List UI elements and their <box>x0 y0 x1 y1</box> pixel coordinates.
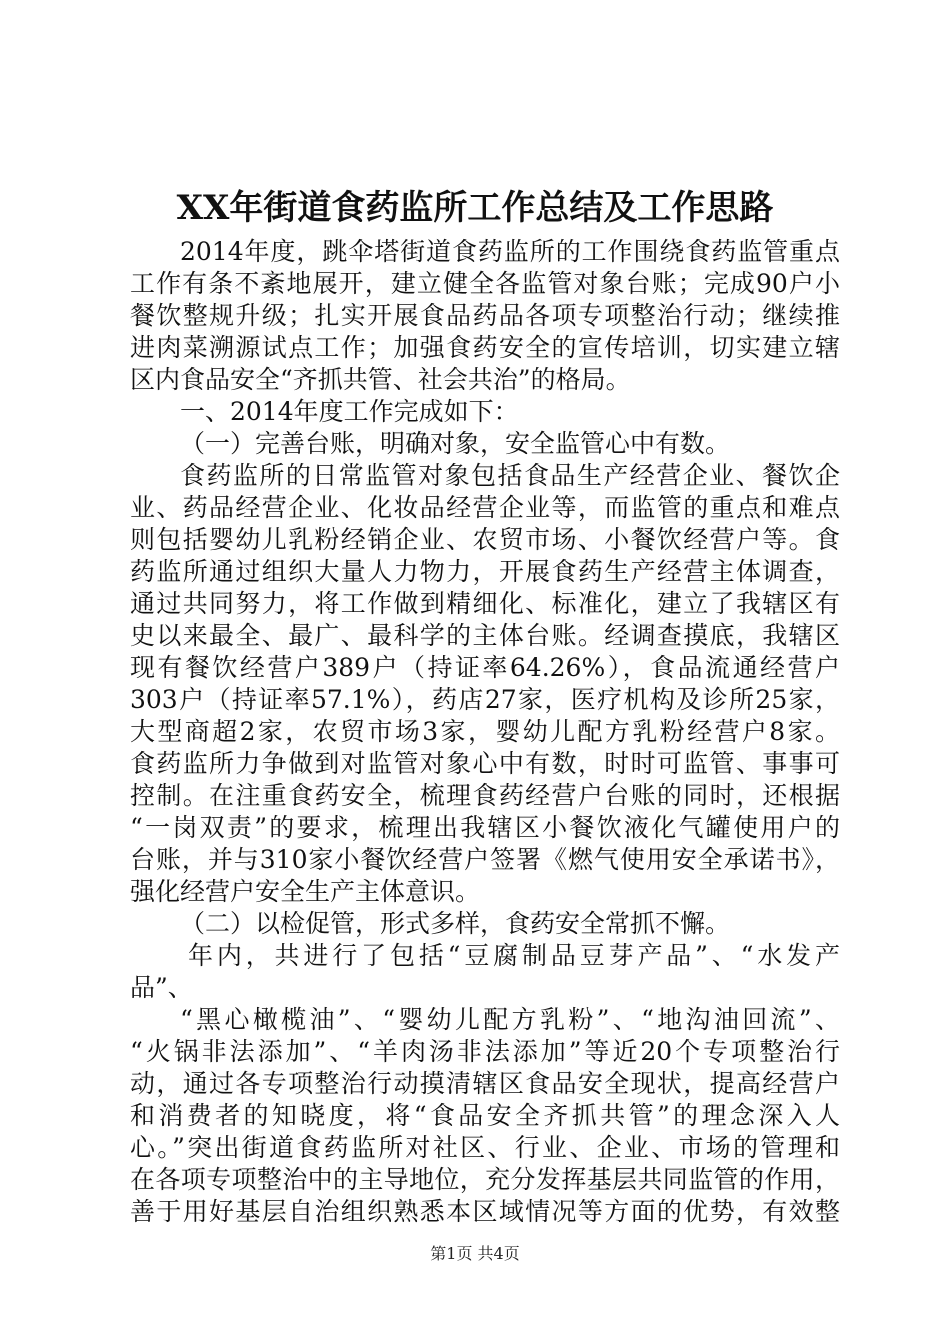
document-body <box>130 236 840 1228</box>
section-heading: 一、2014年度工作完成如下： <box>180 397 519 426</box>
paragraph-line: 台账，并与310家小餐饮经营户签署《燃气使用安全承诺书》， <box>130 845 840 874</box>
paragraph-line: 控制。在注重食药安全，梳理食药经营户台账的同时，还根据 <box>130 781 840 810</box>
document-title: XX年街道食药监所工作总结及工作思路 <box>176 188 774 228</box>
paragraph-line: 则包括婴幼儿乳粉经销企业、农贸市场、小餐饮经营户等。食 <box>130 525 840 554</box>
paragraph-line: 食药监所的日常监管对象包括食品生产经营企业、餐饮企 <box>180 461 840 490</box>
paragraph-line: 史以来最全、最广、最科学的主体台账。经调查摸底，我辖区 <box>130 621 840 650</box>
paragraph-line: 工作有条不紊地展开，建立健全各监管对象台账；完成90户小 <box>130 269 840 298</box>
paragraph-line: 食药监所力争做到对监管对象心中有数，时时可监管、事事可 <box>130 749 840 778</box>
subsection-heading: （二）以检促管，形式多样，食药安全常抓不懈。 <box>180 909 731 938</box>
paragraph-line: 心。”突出街道食药监所对社区、行业、企业、市场的管理和 <box>130 1133 840 1162</box>
paragraph-line: 善于用好基层自治组织熟悉本区域情况等方面的优势，有效整 <box>130 1197 840 1226</box>
paragraph-line: 和消费者的知晓度，将“食品安全齐抓共管”的理念深入人 <box>130 1101 840 1130</box>
paragraph-line: 303户（持证率57.1%），药店27家，医疗机构及诊所25家， <box>130 685 840 714</box>
paragraph-line: 通过共同努力，将工作做到精细化、标准化，建立了我辖区有 <box>130 589 840 618</box>
paragraph-line: “火锅非法添加”、“羊肉汤非法添加”等近20个专项整治行 <box>130 1037 840 1066</box>
paragraph-line: 现有餐饮经营户389户（持证率64.26%），食品流通经营户 <box>130 653 840 682</box>
paragraph-line: 动，通过各专项整治行动摸清辖区食品安全现状，提高经营户 <box>130 1069 840 1098</box>
paragraph-line: “一岗双责”的要求，梳理出我辖区小餐饮液化气罐使用户的 <box>130 813 840 842</box>
subsection-heading: （一）完善台账，明确对象，安全监管心中有数。 <box>180 429 731 458</box>
paragraph-line: 进肉菜溯源试点工作；加强食药安全的宣传培训，切实建立辖 <box>130 333 840 362</box>
paragraph-line: 2014年度，跳伞塔街道食药监所的工作围绕食药监管重点 <box>180 237 840 266</box>
paragraph-line: 业、药品经营企业、化妆品经营企业等，而监管的重点和难点 <box>130 493 840 522</box>
paragraph-line: 年内，共进行了包括“豆腐制品豆芽产品”、“水发产 <box>188 941 840 970</box>
paragraph-line: 品”、 <box>130 973 193 1002</box>
paragraph-line: 药监所通过组织大量人力物力，开展食药生产经营主体调查， <box>130 557 840 586</box>
paragraph-line: 在各项专项整治中的主导地位，充分发挥基层共同监管的作用， <box>130 1165 840 1194</box>
paragraph-line: 餐饮整规升级；扎实开展食品药品各项专项整治行动；继续推 <box>130 301 840 330</box>
page-number-footer: 第1页 共4页 <box>430 1244 520 1263</box>
paragraph-line: 区内食品安全“齐抓共管、社会共治”的格局。 <box>130 365 631 394</box>
paragraph-line: 大型商超2家，农贸市场3家，婴幼儿配方乳粉经营户8家。 <box>130 717 840 746</box>
paragraph-line: 强化经营户安全生产主体意识。 <box>130 877 481 906</box>
paragraph-line: “黑心橄榄油”、“婴幼儿配方乳粉”、“地沟油回流”、 <box>180 1005 840 1034</box>
